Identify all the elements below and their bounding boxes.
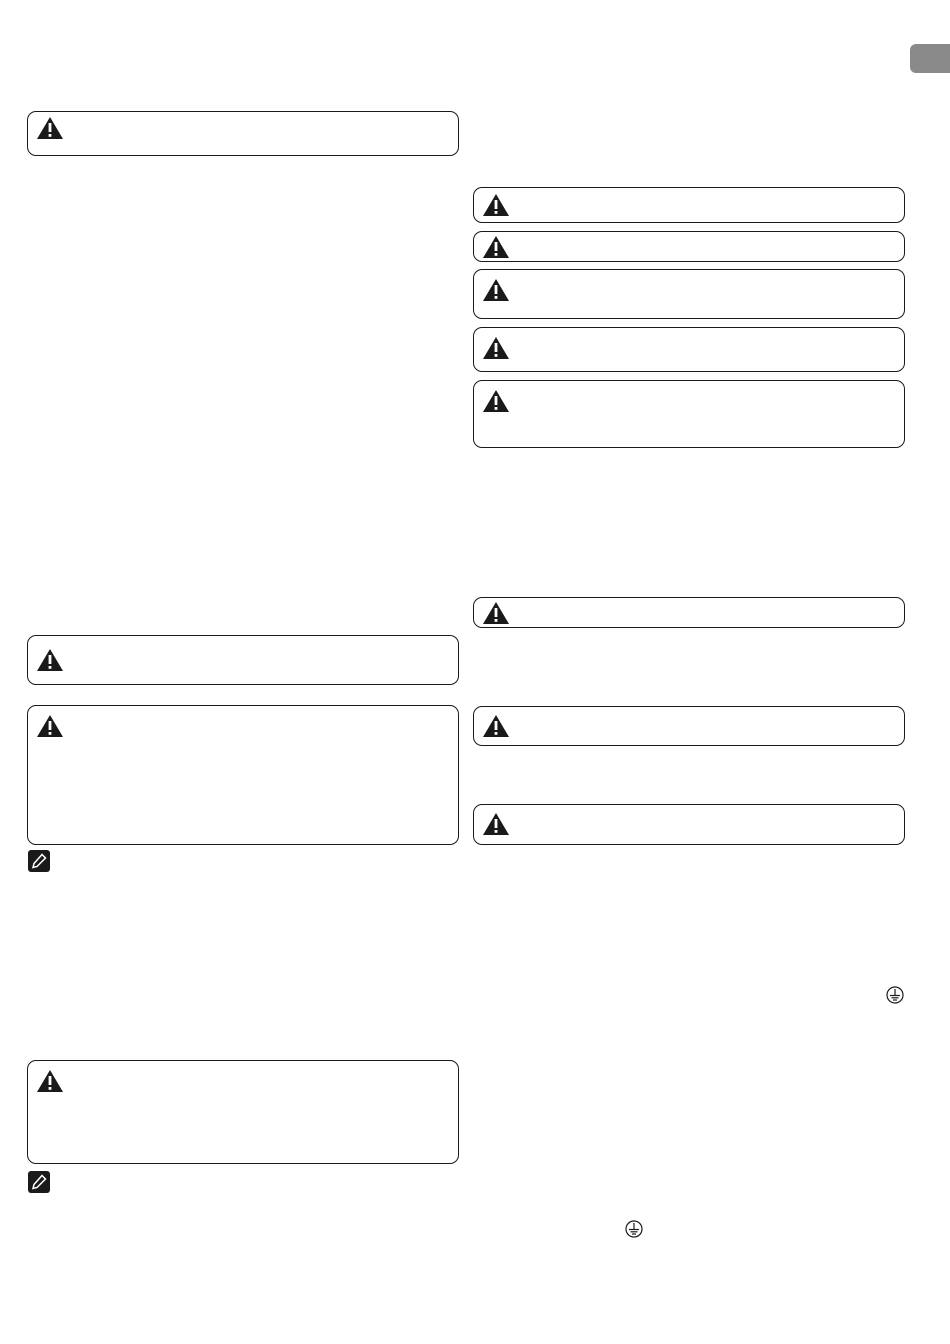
- warning-box: [473, 269, 905, 319]
- warning-triangle-icon: [482, 193, 510, 217]
- warning-box: [27, 111, 459, 156]
- warning-box: [27, 705, 459, 845]
- warning-box: [473, 597, 905, 628]
- warning-triangle-icon: [482, 336, 510, 360]
- warning-box: [27, 1060, 459, 1164]
- pencil-note-icon: [28, 1171, 50, 1193]
- warning-triangle-icon: [36, 1069, 64, 1093]
- language-tab: [910, 44, 950, 73]
- warning-triangle-icon: [482, 278, 510, 302]
- protective-earth-icon: [886, 986, 904, 1004]
- warning-triangle-icon: [482, 389, 510, 413]
- pencil-note-icon: [28, 850, 50, 872]
- warning-box: [27, 635, 459, 685]
- warning-box: [473, 804, 905, 845]
- warning-triangle-icon: [36, 116, 64, 140]
- warning-triangle-icon: [482, 601, 510, 625]
- warning-triangle-icon: [36, 648, 64, 672]
- warning-triangle-icon: [482, 714, 510, 738]
- protective-earth-icon: [625, 1220, 643, 1238]
- warning-box: [473, 327, 905, 372]
- warning-triangle-icon: [36, 714, 64, 738]
- warning-triangle-icon: [482, 235, 510, 259]
- warning-box: [473, 231, 905, 262]
- warning-box: [473, 380, 905, 448]
- warning-box: [473, 706, 905, 746]
- warning-box: [473, 187, 905, 223]
- warning-triangle-icon: [482, 812, 510, 836]
